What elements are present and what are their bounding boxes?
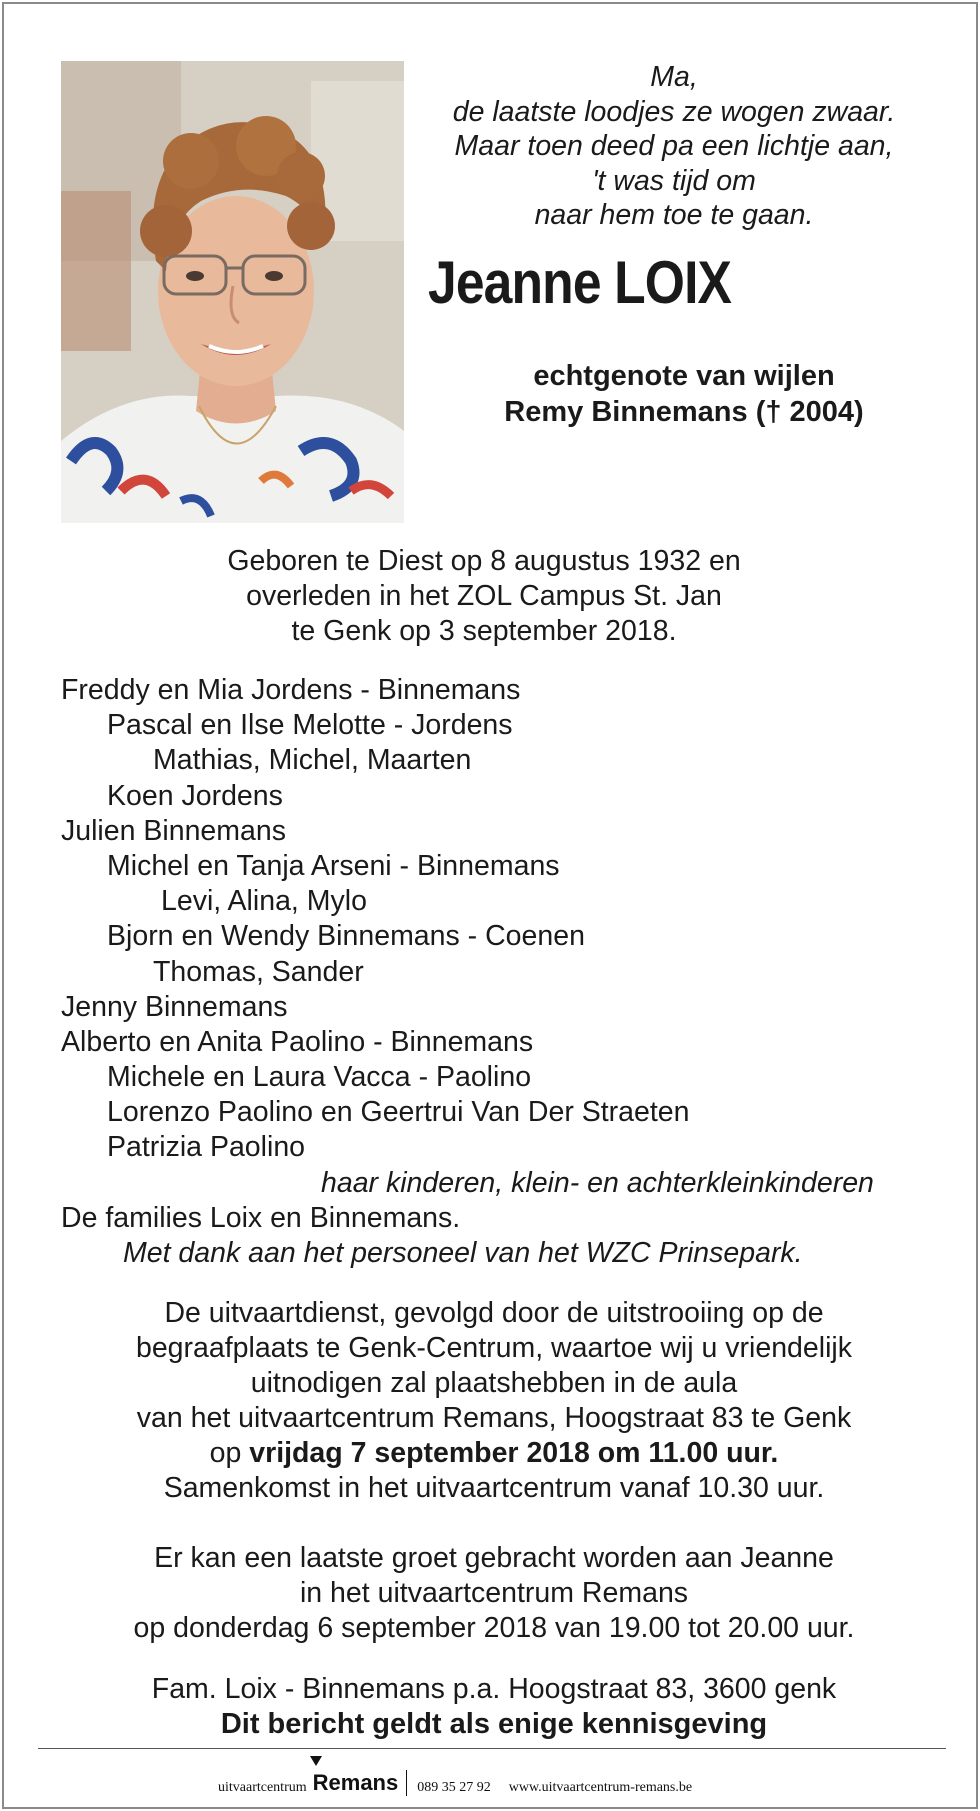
poem-line: Maar toen deed pa een lichtje aan, (454, 130, 894, 162)
notice-text: Dit bericht geldt als enige kennisgeving (220, 1708, 768, 1740)
funeral-service-info (44, 1296, 944, 1506)
footer-website[interactable]: www.uitvaartcentrum-remans.be (508, 1780, 693, 1795)
poem-line: de laatste loodjes ze wogen zwaar. (452, 95, 896, 128)
deceased-name: Jeanne LOIX (428, 249, 732, 316)
poem-line: 't was tijd om (592, 164, 756, 197)
family-member-line: Lorenzo Paolino en Geertrui Van Der Straeten (107, 1096, 690, 1129)
poem-line: naar hem toe te gaan. (534, 199, 814, 231)
greeting-line: op donderdag 6 september 2018 van 19.00 tot 20.00 uur. (133, 1612, 855, 1644)
spouse-info (434, 358, 934, 430)
greeting-line: Er kan een laatste groet gebracht worden aan Jeanne (154, 1542, 834, 1574)
poem (424, 60, 924, 233)
birth-death-info (124, 544, 844, 649)
birth-line: te Genk op 3 september 2018. (291, 615, 677, 647)
service-line: De uitvaartdienst, gevolgd door de uitstrooiing op de (164, 1297, 824, 1329)
service-date: vrijdag 7 september 2018 om 11.00 uur. (249, 1437, 779, 1469)
family-member-line: Michel en Tanja Arseni - Binnemans (107, 849, 560, 882)
family-member-line: Bjorn en Wendy Binnemans - Coenen (107, 920, 585, 953)
family-member-line: Patrizia Paolino (107, 1131, 306, 1164)
family-member-line: Freddy en Mia Jordens - Binnemans (61, 674, 521, 706)
service-line: begraafplaats te Genk-Centrum, waartoe wij u vriendelijk (135, 1332, 852, 1364)
farewell-visit-info (44, 1541, 944, 1646)
portrait-illustration (61, 61, 404, 523)
family-list (61, 673, 941, 1271)
gathering-line: Samenkomst in het uitvaartcentrum vanaf 10.30 uur. (163, 1472, 825, 1504)
greeting-line: in het uitvaartcentrum Remans (299, 1577, 689, 1609)
portrait-photo (61, 61, 404, 523)
funeral-home-footer (218, 1766, 692, 1796)
family-member-line: De families Loix en Binnemans. (61, 1201, 461, 1234)
family-address: Fam. Loix - Binnemans p.a. Hoogstraat 83, 3600 genk (151, 1673, 837, 1705)
footer-brand-label: Remans (312, 1770, 399, 1795)
service-date-line (44, 1436, 944, 1471)
family-member-line: Mathias, Michel, Maarten (153, 744, 472, 777)
service-line: uitnodigen zal plaatshebben in de aula (250, 1367, 738, 1399)
family-member-line: Julien Binnemans (61, 814, 286, 847)
birth-line: overleden in het ZOL Campus St. Jan (246, 580, 722, 612)
family-member-line: Michele en Laura Vacca - Paolino (107, 1061, 532, 1094)
footer-separator (406, 1770, 407, 1796)
service-line: van het uitvaartcentrum Remans, Hoogstraat 83 te Genk (136, 1402, 852, 1434)
footer-phone: 089 35 27 92 (417, 1780, 491, 1795)
family-member-line: haar kinderen, klein- en achterkleinkinderen (321, 1166, 874, 1199)
family-member-line: Koen Jordens (107, 779, 283, 812)
footer-brand (313, 1770, 399, 1796)
footer-prefix: uitvaartcentrum (218, 1780, 307, 1795)
birth-line: Geboren te Diest op 8 augustus 1932 en (227, 545, 741, 577)
family-member-line: Levi, Alina, Mylo (161, 885, 367, 918)
family-member-line: Thomas, Sander (153, 955, 364, 988)
family-member-line: Met dank aan het personeel van het WZC Prinsepark. (123, 1237, 803, 1269)
triangle-marker-icon (310, 1756, 322, 1766)
spouse-line: Remy Binnemans († 2004) (504, 396, 864, 428)
footer-divider (38, 1748, 946, 1749)
family-member-line: Alberto en Anita Paolino - Binnemans (61, 1025, 534, 1058)
family-member-line: Pascal en Ilse Melotte - Jordens (107, 709, 513, 742)
service-date-prefix: op (209, 1437, 250, 1469)
family-member-line: Jenny Binnemans (61, 990, 288, 1023)
obituary-card (2, 2, 978, 1809)
poem-line: Ma, (650, 61, 698, 93)
spouse-line: echtgenote van wijlen (533, 360, 835, 392)
